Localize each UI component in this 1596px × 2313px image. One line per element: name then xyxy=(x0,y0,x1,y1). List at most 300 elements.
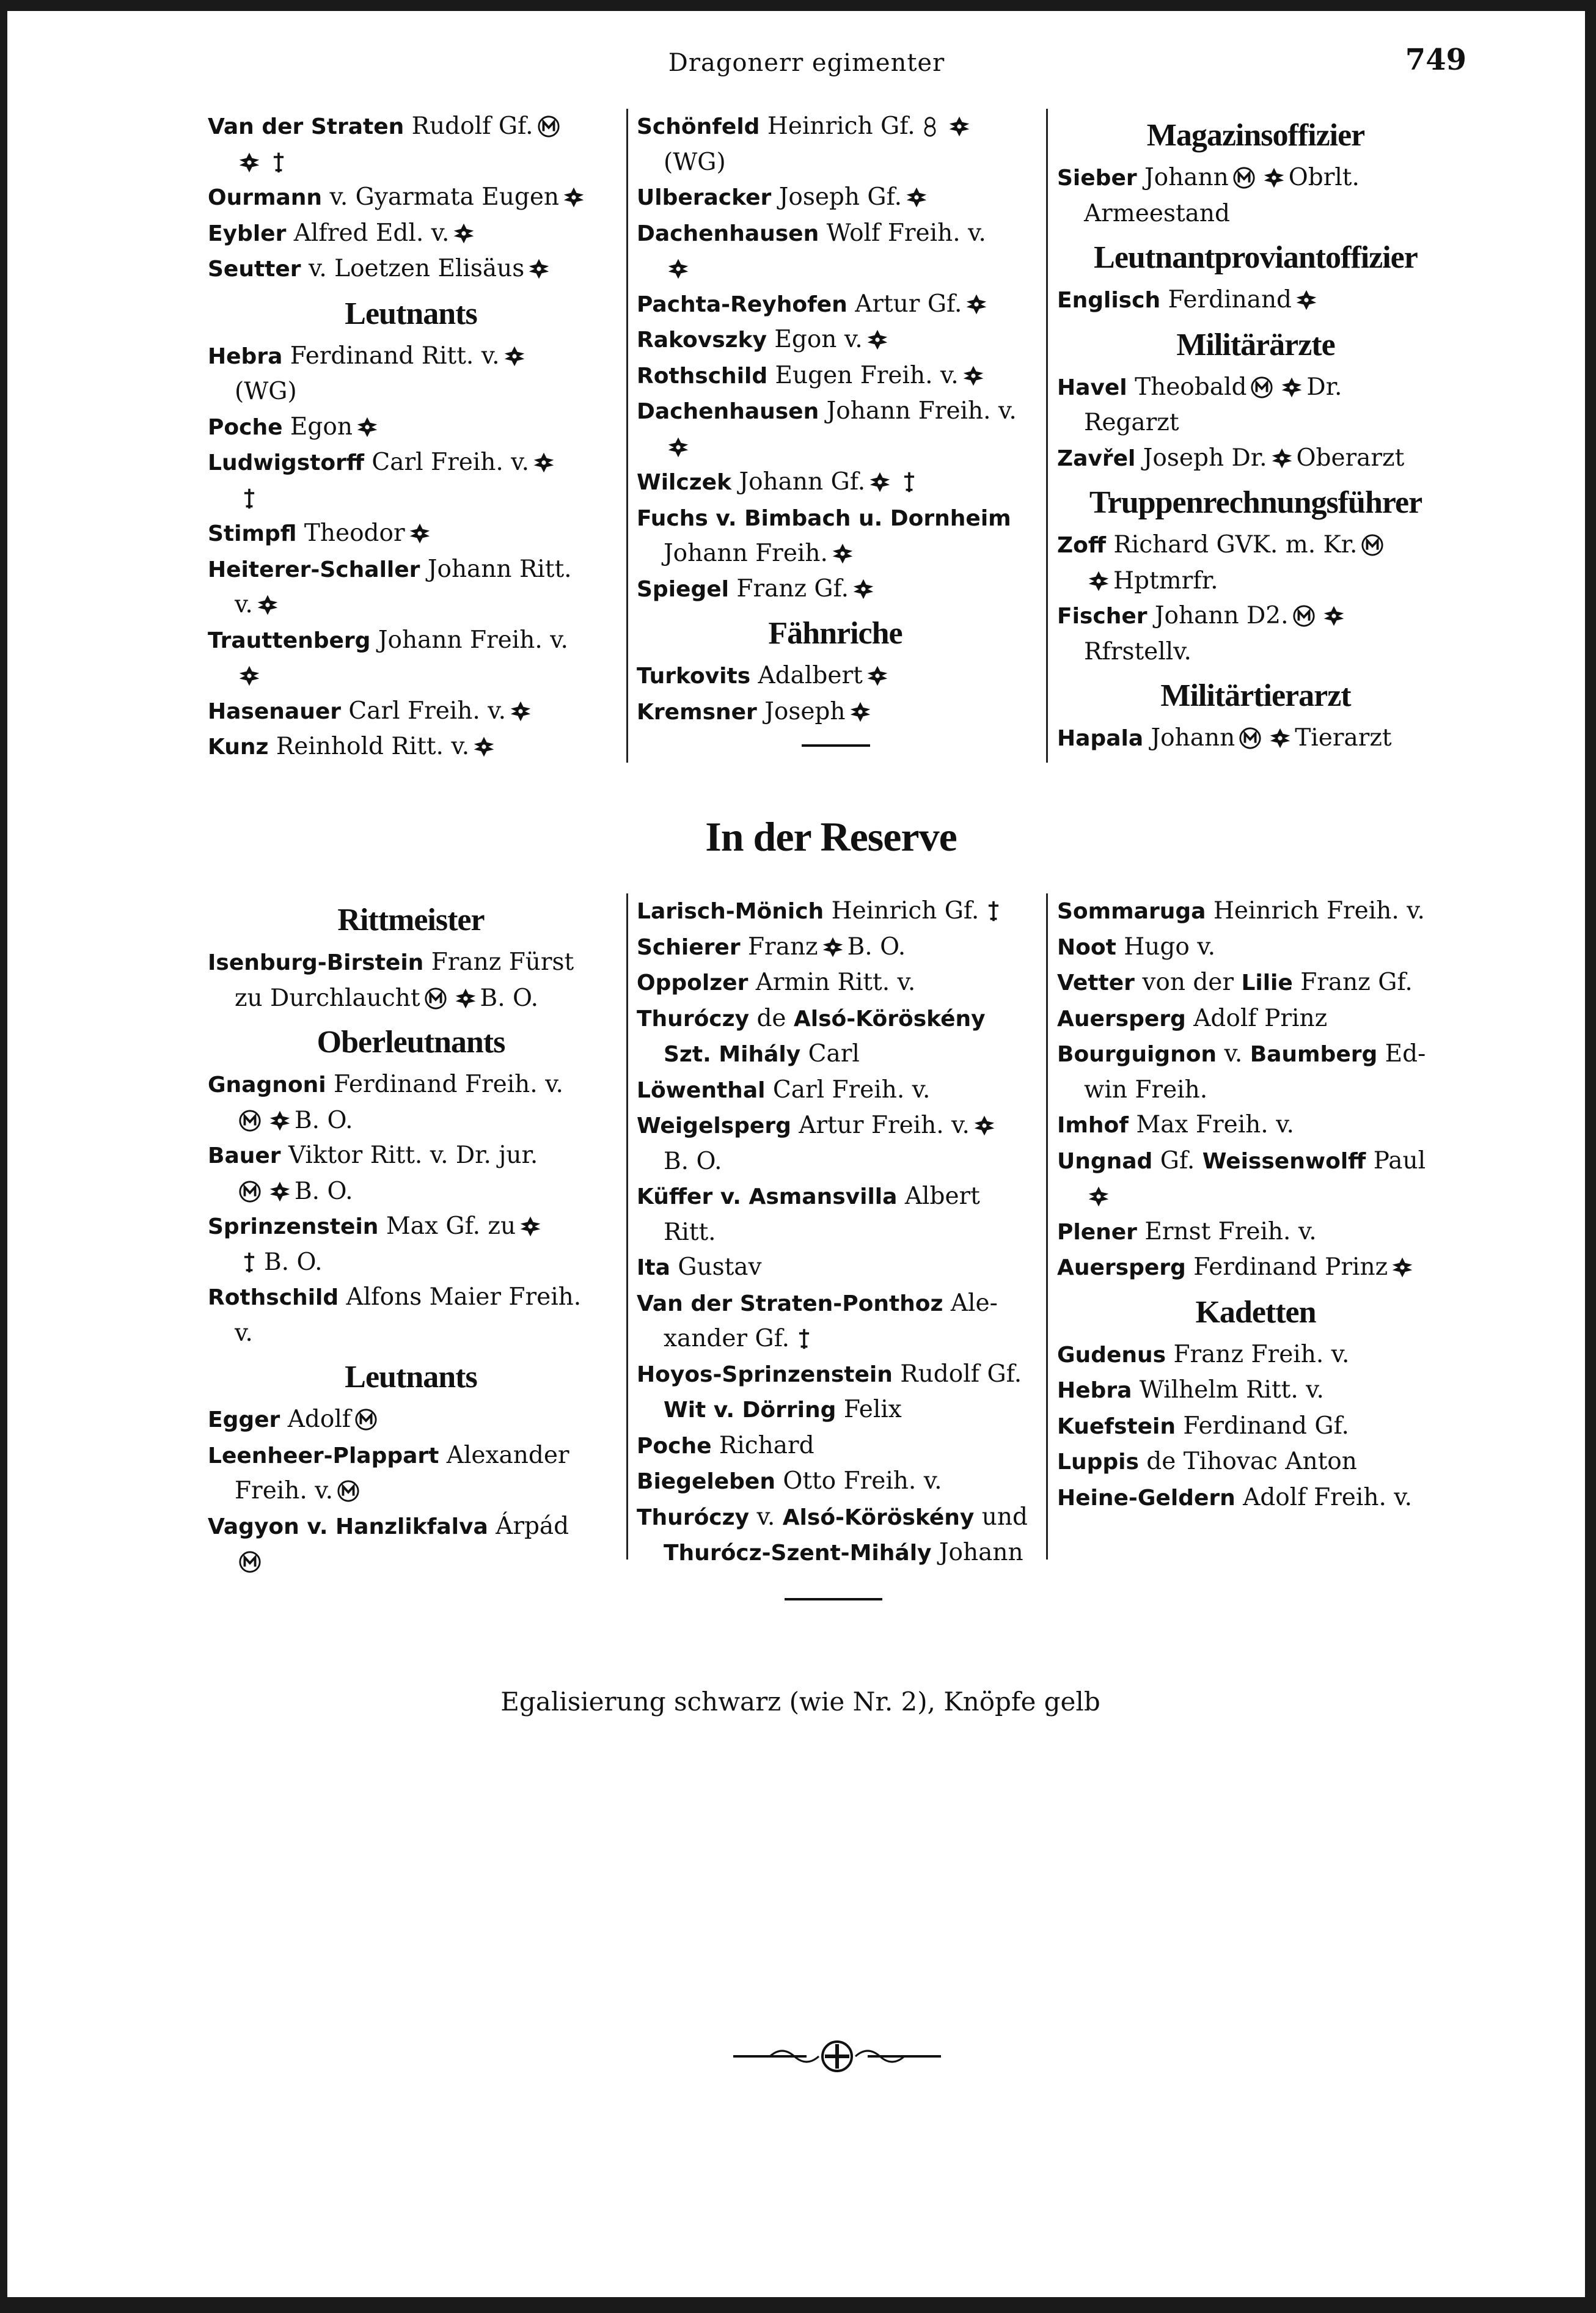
officer-entry xyxy=(1057,441,1454,477)
officer-entry xyxy=(637,658,1034,694)
entry-text: Johann xyxy=(939,1539,1023,1566)
surname: Auersperg xyxy=(1057,1255,1186,1280)
officer-entry xyxy=(1057,598,1454,634)
page-number: 749 xyxy=(1405,43,1466,77)
scan-edge-left xyxy=(0,0,7,2313)
section-heading: Kadetten xyxy=(1195,1294,1316,1330)
surname: Van der Straten xyxy=(208,114,404,139)
column-divider xyxy=(626,893,628,1560)
officer-entry xyxy=(637,1286,1034,1322)
cross-icon xyxy=(965,293,987,315)
entry-text: Adolf xyxy=(287,1406,351,1433)
entry-suffix: und xyxy=(974,1503,1028,1531)
cross-icon xyxy=(409,522,431,544)
entry-suffix: B. O. xyxy=(295,1177,353,1205)
entry-continuation xyxy=(1057,1072,1454,1108)
entry-suffix: B. O. xyxy=(480,984,539,1012)
m-medal-icon xyxy=(238,1109,262,1132)
cross-icon xyxy=(973,1115,995,1137)
entry-text: Rudolf Gf. xyxy=(411,112,533,140)
officer-entry xyxy=(637,1357,1034,1393)
officer-entry xyxy=(637,1108,1034,1144)
officer-entry xyxy=(208,623,614,659)
officer-entry xyxy=(637,1464,1034,1500)
entry-text: Alfons Maier Freih. xyxy=(346,1283,582,1311)
cross-icon xyxy=(269,1181,291,1203)
surname: Thurócz-Szent-Mihály xyxy=(664,1541,932,1566)
reserve-column-1 xyxy=(208,893,614,1580)
officer-entry xyxy=(208,1280,614,1316)
surname: Heiterer-Schaller xyxy=(208,557,420,582)
entry-suffix: B. O. xyxy=(847,933,906,961)
entry-text: Hugo v. xyxy=(1124,933,1215,961)
entry-suffix: Obrlt. xyxy=(1288,164,1360,191)
entry-suffix: Franz Gf. xyxy=(1292,969,1413,996)
officer-entry xyxy=(208,1438,614,1474)
officer-entry xyxy=(208,729,614,765)
surname: Schönfeld xyxy=(637,114,760,139)
entry-text: Johann xyxy=(1144,164,1229,191)
entry-continuation xyxy=(637,1392,1034,1428)
entry-text: v. Loetzen Elisäus xyxy=(308,255,525,282)
officer-entry xyxy=(208,339,614,375)
entry-text: Alexander xyxy=(446,1441,569,1469)
officer-entry xyxy=(1057,1214,1454,1250)
officer-entry xyxy=(1057,1480,1454,1516)
entry-text: Carl xyxy=(808,1040,860,1068)
entry-continuation xyxy=(637,1144,1034,1179)
surname: Ita xyxy=(637,1255,670,1280)
surname: Kuefstein xyxy=(1057,1413,1176,1439)
officer-entry xyxy=(1057,965,1454,1001)
m-medal-icon xyxy=(1239,727,1262,750)
surname-part: Alsó-Köröskény xyxy=(782,1505,975,1530)
entry-continuation xyxy=(208,658,614,694)
surname: Rothschild xyxy=(637,363,768,389)
surname: Seutter xyxy=(208,257,301,282)
entry-suffix: Dr. xyxy=(1306,373,1342,401)
entry-continuation xyxy=(637,430,1034,465)
entry-text: de Tihovac Anton xyxy=(1146,1448,1357,1475)
surname: Ulberacker xyxy=(637,185,772,210)
dagger-cross-icon xyxy=(238,1252,260,1274)
surname: Hasenauer xyxy=(208,698,341,724)
cross-icon xyxy=(962,365,984,387)
cross-icon xyxy=(238,152,260,174)
entry-text: Johann Gf. xyxy=(739,468,866,496)
entry-text: Adolf Freih. v. xyxy=(1243,1483,1413,1511)
reserve-title: In der Reserve xyxy=(705,813,957,860)
surname: Szt. Mihály xyxy=(664,1042,801,1067)
section-heading: Leutnants xyxy=(345,1360,477,1395)
officer-entry xyxy=(637,500,1034,537)
officer-entry xyxy=(637,322,1034,358)
cross-icon xyxy=(1281,376,1303,398)
entry-text: Johann D2. xyxy=(1154,602,1289,629)
entry-text: Richard GVK. m. Kr. xyxy=(1113,531,1358,559)
surname: Kunz xyxy=(208,735,269,760)
facings-note: Egalisierung schwarz (wie Nr. 2), Knöpfe gelb xyxy=(500,1687,1100,1717)
surname: Löwenthal xyxy=(637,1077,766,1103)
cross-icon xyxy=(455,988,477,1010)
officer-entry xyxy=(637,394,1034,430)
surname: Weigelsperg xyxy=(637,1113,791,1138)
section-rule xyxy=(802,744,870,747)
surname: Wit v. Dörring xyxy=(664,1398,836,1423)
entry-text: Franz Freih. v. xyxy=(1173,1340,1350,1368)
entry-text: Freih. v. xyxy=(235,1477,333,1505)
entry-text: Rfrstellv. xyxy=(1084,637,1192,665)
surname: Eybler xyxy=(208,221,287,246)
m-medal-icon xyxy=(1292,604,1316,628)
surname: Gnagnoni xyxy=(208,1072,326,1098)
cross-icon xyxy=(1295,289,1317,311)
officer-entry xyxy=(1057,1444,1454,1480)
cross-icon xyxy=(667,258,689,280)
officer-entry xyxy=(208,409,614,445)
officer-entry xyxy=(1057,1001,1454,1037)
surname: Fuchs v. Bimbach u. Dornheim xyxy=(637,505,1011,531)
entry-text: Johann Freih. xyxy=(664,540,828,567)
officer-entry xyxy=(637,694,1034,730)
entry-text: Franz Gf. xyxy=(736,574,849,603)
entry-text: Ferdinand Gf. xyxy=(1183,1412,1349,1440)
entry-suffix: Ed- xyxy=(1377,1040,1426,1068)
surname: Egger xyxy=(208,1407,280,1432)
officer-entry xyxy=(637,1428,1034,1464)
entry-continuation xyxy=(637,145,1034,180)
cross-icon xyxy=(473,736,495,758)
surname: Biegeleben xyxy=(637,1469,775,1494)
entry-text: v. xyxy=(235,1319,253,1347)
surname: Sprinzenstein xyxy=(208,1214,379,1239)
entry-continuation xyxy=(637,1036,1034,1072)
running-header: Dragonerr egimenter xyxy=(668,49,945,77)
entry-text: xander Gf. xyxy=(664,1325,790,1352)
cross-icon xyxy=(1269,727,1291,749)
section-heading: Leutnants xyxy=(345,296,477,331)
cross-icon xyxy=(667,436,689,458)
m-medal-icon xyxy=(238,1180,262,1203)
section-heading: Militärärzte xyxy=(1176,327,1335,362)
surname: Ourmann xyxy=(208,185,323,210)
entry-text: Wolf Freih. v. xyxy=(826,219,986,247)
cross-icon xyxy=(1271,447,1293,469)
surname: Van der Straten-Ponthoz xyxy=(637,1291,943,1316)
surname: Trauttenberg xyxy=(208,628,371,653)
officer-entry xyxy=(1057,1143,1454,1179)
officer-entry xyxy=(208,1067,614,1103)
entry-text: Franz Fürst xyxy=(431,948,574,976)
entry-text: Carl Freih. v. xyxy=(372,449,529,476)
cross-icon xyxy=(1088,1186,1110,1208)
entry-text: win Freih. xyxy=(1084,1076,1208,1104)
officer-entry xyxy=(637,287,1034,323)
cross-icon xyxy=(948,115,970,137)
reserve-column-2 xyxy=(637,893,1034,1571)
surname: Luppis xyxy=(1057,1450,1139,1475)
cross-icon xyxy=(528,258,550,280)
officer-entry xyxy=(208,216,614,252)
cross-icon xyxy=(866,329,888,351)
officer-entry xyxy=(637,1250,1034,1286)
entry-text: Johann Freih. v. xyxy=(826,397,1017,425)
section-heading: Militärtierarzt xyxy=(1160,678,1351,713)
entry-text: (WG) xyxy=(664,148,726,176)
surname: Hapala xyxy=(1057,726,1144,751)
entry-text: Egon v. xyxy=(774,326,863,353)
entry-text: Theodor xyxy=(304,519,405,547)
cross-icon xyxy=(257,594,279,616)
entry-text: Heinrich Freih. v. xyxy=(1213,897,1425,925)
entry-continuation xyxy=(208,1544,614,1580)
cross-icon xyxy=(563,186,585,208)
surname: Auersperg xyxy=(1057,1006,1186,1032)
surname: Schierer xyxy=(637,934,741,960)
entry-text: Artur Gf. xyxy=(855,290,962,318)
surname: Gudenus xyxy=(1057,1342,1166,1368)
officer-entry xyxy=(1057,1250,1454,1286)
surname: Hoyos-Sprinzenstein xyxy=(637,1362,893,1387)
surname: Larisch-Mönich xyxy=(637,899,824,924)
surname: Englisch xyxy=(1057,288,1161,313)
officer-entry xyxy=(637,1500,1034,1536)
officer-entry xyxy=(637,216,1034,252)
entry-text: Ritt. xyxy=(664,1218,716,1246)
surname: Thuróczy xyxy=(637,1006,750,1032)
cross-icon xyxy=(519,1215,541,1237)
surname: Zavřel xyxy=(1057,445,1136,471)
m-medal-icon xyxy=(424,987,447,1010)
entry-suffix: B. O. xyxy=(264,1248,323,1276)
officer-entry xyxy=(208,516,614,552)
entry-text: v. xyxy=(235,591,253,618)
m-medal-icon xyxy=(537,115,560,138)
entry-continuation xyxy=(1057,405,1454,441)
entry-continuation xyxy=(1057,563,1454,599)
m-medal-icon xyxy=(238,1550,262,1574)
entry-text: Heinrich Gf. xyxy=(767,112,915,140)
entry-text: Johann xyxy=(1151,724,1235,752)
entry-suffix: Hptmrfr. xyxy=(1113,566,1218,595)
entry-suffix: B. O. xyxy=(295,1106,353,1134)
surname: Ungnad xyxy=(1057,1148,1153,1174)
surname: Thuróczy xyxy=(637,1505,750,1530)
entry-text: Adalbert xyxy=(758,662,863,689)
officer-entry xyxy=(208,251,614,287)
officer-entry xyxy=(1057,282,1454,318)
cross-icon xyxy=(356,416,378,438)
cross-icon xyxy=(869,471,891,493)
surname-part: Lilie xyxy=(1241,970,1293,995)
surname: Wilczek xyxy=(637,470,732,495)
entry-text: Joseph Gf. xyxy=(778,183,902,211)
entry-continuation xyxy=(637,1321,1034,1357)
entry-text: Richard xyxy=(719,1431,814,1459)
cross-icon xyxy=(533,452,555,474)
entry-continuation xyxy=(637,1215,1034,1250)
entry-text: Franz xyxy=(747,933,818,961)
cross-icon xyxy=(852,578,874,600)
surname: Kremsner xyxy=(637,699,757,725)
officer-entry xyxy=(637,1179,1034,1215)
entry-continuation xyxy=(1057,634,1454,670)
entry-text: Ale- xyxy=(950,1289,998,1317)
officer-entry xyxy=(637,965,1034,1001)
active-column-2 xyxy=(637,109,1034,730)
entry-text: Ferdinand xyxy=(1168,286,1292,313)
surname: Poche xyxy=(637,1433,712,1459)
entry-text: Johann Ritt. xyxy=(427,555,572,583)
officer-entry xyxy=(637,358,1034,394)
entry-text: Armeestand xyxy=(1084,199,1230,227)
entry-text: Carl Freih. v. xyxy=(348,697,506,725)
surname: Hebra xyxy=(1057,1378,1132,1403)
surname: Spiegel xyxy=(637,576,729,602)
cross-icon xyxy=(906,186,928,208)
surname: Leenheer-Plappart xyxy=(208,1443,439,1468)
entry-text: Ferdinand Ritt. v. xyxy=(290,342,500,370)
entry-text: (WG) xyxy=(235,378,297,405)
entry-suffix: Paul xyxy=(1366,1146,1426,1175)
entry-text: Viktor Ritt. v. Dr. jur. xyxy=(288,1142,538,1169)
surname: Imhof xyxy=(1057,1113,1129,1138)
cross-icon xyxy=(1263,167,1285,189)
surname: Dachenhausen xyxy=(637,221,819,246)
entry-text: Wilhelm Ritt. v. xyxy=(1139,1376,1324,1404)
entry-text: v. xyxy=(1224,1040,1243,1068)
surname: Plener xyxy=(1057,1219,1137,1245)
cross-icon xyxy=(832,543,854,565)
entry-text: Alfred Edl. v. xyxy=(293,219,450,247)
officer-entry xyxy=(208,1509,614,1545)
entry-text: Adolf Prinz xyxy=(1193,1004,1328,1032)
officer-entry xyxy=(637,929,1034,966)
entry-text: Carl Freih. v. xyxy=(772,1076,931,1104)
surname: Sieber xyxy=(1057,166,1137,191)
officer-entry xyxy=(1057,929,1454,966)
entry-text: Heinrich Gf. xyxy=(831,897,979,925)
scan-edge-right xyxy=(1585,0,1596,2313)
m-medal-icon xyxy=(1250,376,1273,399)
section-heading: Truppenrechnungsführer xyxy=(1089,485,1422,520)
dagger-cross-icon xyxy=(793,1328,815,1350)
officer-entry xyxy=(1057,720,1454,757)
cross-icon xyxy=(866,665,888,687)
entry-continuation xyxy=(637,251,1034,287)
cross-icon xyxy=(503,345,525,367)
entry-text: Ferdinand Prinz xyxy=(1193,1253,1388,1281)
column-divider xyxy=(1046,893,1048,1560)
surname: Fischer xyxy=(1057,604,1148,629)
section-heading: Leutnantproviantoffizier xyxy=(1094,240,1418,275)
m-medal-icon xyxy=(337,1479,360,1503)
section-heading: Magazinsoffizier xyxy=(1146,118,1365,153)
entry-text: Reinhold Ritt. v. xyxy=(276,733,470,760)
surname: Heine-Geldern xyxy=(1057,1485,1235,1511)
entry-text: Joseph xyxy=(764,697,846,725)
entry-text: Egon xyxy=(290,412,353,441)
cross-icon xyxy=(822,936,844,958)
entry-text: Artur Freih. v. xyxy=(799,1112,970,1139)
entry-text: Joseph Dr. xyxy=(1143,444,1267,472)
entry-text: Max Gf. zu xyxy=(386,1212,516,1240)
surname: Küffer v. Asmansvilla xyxy=(637,1184,898,1209)
entry-text: Theobald xyxy=(1135,373,1247,401)
scan-edge-top xyxy=(0,0,1596,11)
entry-text: Ferdinand Freih. v. xyxy=(333,1071,563,1098)
surname: Vagyon v. Hanzlikfalva xyxy=(208,1514,488,1539)
officer-entry xyxy=(208,694,614,730)
entry-text: v. Gyarmata Eugen xyxy=(329,183,560,211)
officer-entry xyxy=(1057,893,1454,929)
officer-entry xyxy=(1057,1337,1454,1373)
officer-entry xyxy=(637,1001,1034,1037)
officer-entry xyxy=(208,1138,614,1174)
entry-continuation xyxy=(637,1535,1034,1571)
cross-icon xyxy=(1391,1256,1413,1278)
entry-continuation xyxy=(208,145,614,180)
entry-text: B. O. xyxy=(664,1147,722,1175)
surname: Stimpfl xyxy=(208,521,297,546)
officer-entry xyxy=(1057,1036,1454,1072)
officer-entry xyxy=(208,445,614,481)
cross-icon xyxy=(1088,570,1110,592)
active-column-1 xyxy=(208,109,614,765)
surname: Rothschild xyxy=(208,1285,339,1310)
entry-text: v. xyxy=(756,1503,775,1531)
reserve-column-3 xyxy=(1057,893,1454,1516)
entry-text: Johann Freih. v. xyxy=(378,626,568,654)
dagger-cross-icon xyxy=(898,471,920,493)
surname: Bourguignon xyxy=(1057,1042,1217,1067)
officer-entry xyxy=(637,464,1034,500)
entry-text: Rudolf Gf. xyxy=(900,1360,1022,1388)
cross-icon xyxy=(1323,605,1345,627)
entry-continuation xyxy=(1057,1179,1454,1214)
entry-text: Ernst Freih. v. xyxy=(1144,1217,1317,1245)
section-heading: Rittmeister xyxy=(337,903,485,937)
entry-text: Árpád xyxy=(496,1512,569,1540)
officer-entry xyxy=(637,893,1034,929)
entry-continuation xyxy=(208,981,614,1016)
m-medal-icon xyxy=(1361,533,1384,557)
cross-icon xyxy=(453,222,475,244)
officer-entry xyxy=(208,180,614,216)
dagger-cross-icon xyxy=(238,488,260,510)
entry-text: Armin Ritt. v. xyxy=(755,969,916,996)
entry-suffix: Oberarzt xyxy=(1296,444,1405,472)
officer-entry xyxy=(637,1072,1034,1109)
surname: Isenburg-Birstein xyxy=(208,950,424,975)
surname: Noot xyxy=(1057,934,1116,960)
surname-part: Alsó-Köröskény xyxy=(793,1006,986,1032)
officer-entry xyxy=(208,945,614,981)
officer-entry xyxy=(1057,1409,1454,1445)
entry-text: Max Freih. v. xyxy=(1136,1111,1294,1138)
entry-continuation xyxy=(637,536,1034,571)
surname: Zoff xyxy=(1057,533,1106,558)
surname: Oppolzer xyxy=(637,970,749,995)
entry-continuation xyxy=(208,481,614,516)
ornament-divider-icon xyxy=(733,2035,941,2078)
surname: Dachenhausen xyxy=(637,399,819,424)
surname: Ludwigstorff xyxy=(208,450,364,475)
scan-edge-bottom xyxy=(0,2297,1596,2313)
surname: Rakovszky xyxy=(637,328,767,353)
entry-continuation xyxy=(1057,196,1454,232)
entry-text: de xyxy=(756,1004,786,1032)
